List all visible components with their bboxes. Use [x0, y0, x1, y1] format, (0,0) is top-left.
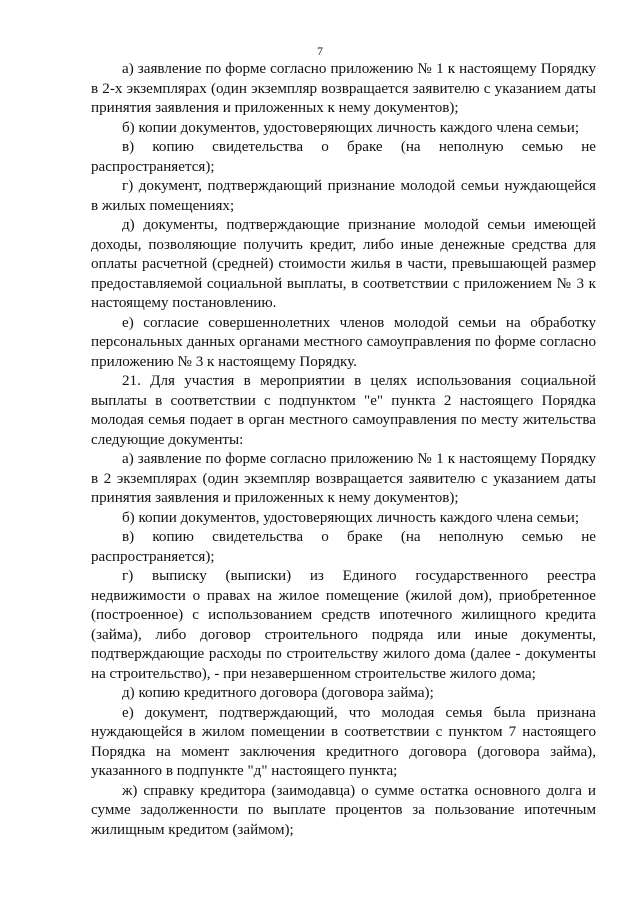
paragraph-1-item-d: д) документы, подтверждающие признание молодой семьи имеющей доходы, позволяющие получить кредит, либо иные денежные средства для оплаты расчетной (средней) стоимости жилья в части, превышающей размер предоставляемой социальной выплаты, в соответствии с приложением № 3 к настоящему постановлению.: [91, 217, 596, 311]
paragraph-1-item-b: б) копии документов, удостоверяющих личность каждого члена семьи;: [122, 119, 580, 136]
clause-21-intro: 21. Для участия в мероприятии в целях использования социальной выплаты в соответствии с подпунктом "е" пункта 2 настоящего Порядка молодая семья подает в орган местного самоуправления по месту жительства следующие документы:: [91, 373, 596, 448]
clause-21-item-a: а) заявление по форме согласно приложению № 1 к настоящему Порядку в 2 экземплярах (один экземпляр возвращается заявителю с указанием даты принятия заявления и приложенных к нему документов);: [91, 451, 596, 506]
paragraph-1-item-v: в) копию свидетельства о браке (на неполную семью не распространяется);: [91, 139, 596, 175]
page-number: 7: [317, 44, 323, 58]
clause-21-item-g: г) выписку (выписки) из Единого государственного реестра недвижимости о правах на жилое помещение (жилой дом), приобретенное (построенное) с использованием средств ипотечного жилищного кредита (займа), либо договор строительного подряда или иные документы, подтверждающие расходы по строительству жилого дома (далее - документы на строительство), - при незавершенном строительстве жилого дома;: [91, 568, 596, 682]
document-body: [91, 60, 596, 840]
paragraph-1-item-a: а) заявление по форме согласно приложению № 1 к настоящему Порядку в 2-х экземплярах (один экземпляр возвращается заявителю с указанием даты принятия заявления и приложенных к нему документов);: [91, 61, 596, 116]
paragraph-1-item-g: г) документ, подтверждающий признание молодой семьи нуждающейся в жилых помещениях;: [91, 178, 596, 214]
clause-21-item-d: д) копию кредитного договора (договора займа);: [122, 685, 434, 701]
clause-21-item-e: е) документ, подтверждающий, что молодая семья была признана нуждающейся в жилом помещении в соответствии с пунктом 7 настоящего Порядка на момент заключения кредитного договора (договора займа), указанного в подпункте "д" настоящего пункта;: [91, 704, 596, 779]
paragraph-1-item-e: е) согласие совершеннолетних членов молодой семьи на обработку персональных данных органами местного самоуправления по форме согласно приложению № 3 к настоящему Порядку.: [91, 314, 596, 370]
clause-21-item-zh: ж) справку кредитора (заимодавца) о сумме остатка основного долга и сумме задолженности по выплате процентов за пользование ипотечным жилищным кредитом (займом);: [91, 782, 596, 838]
clause-21-item-v: в) копию свидетельства о браке (на неполную семью не распространяется);: [91, 529, 596, 565]
clause-21-item-b: б) копии документов, удостоверяющих личность каждого члена семьи;: [122, 509, 580, 526]
